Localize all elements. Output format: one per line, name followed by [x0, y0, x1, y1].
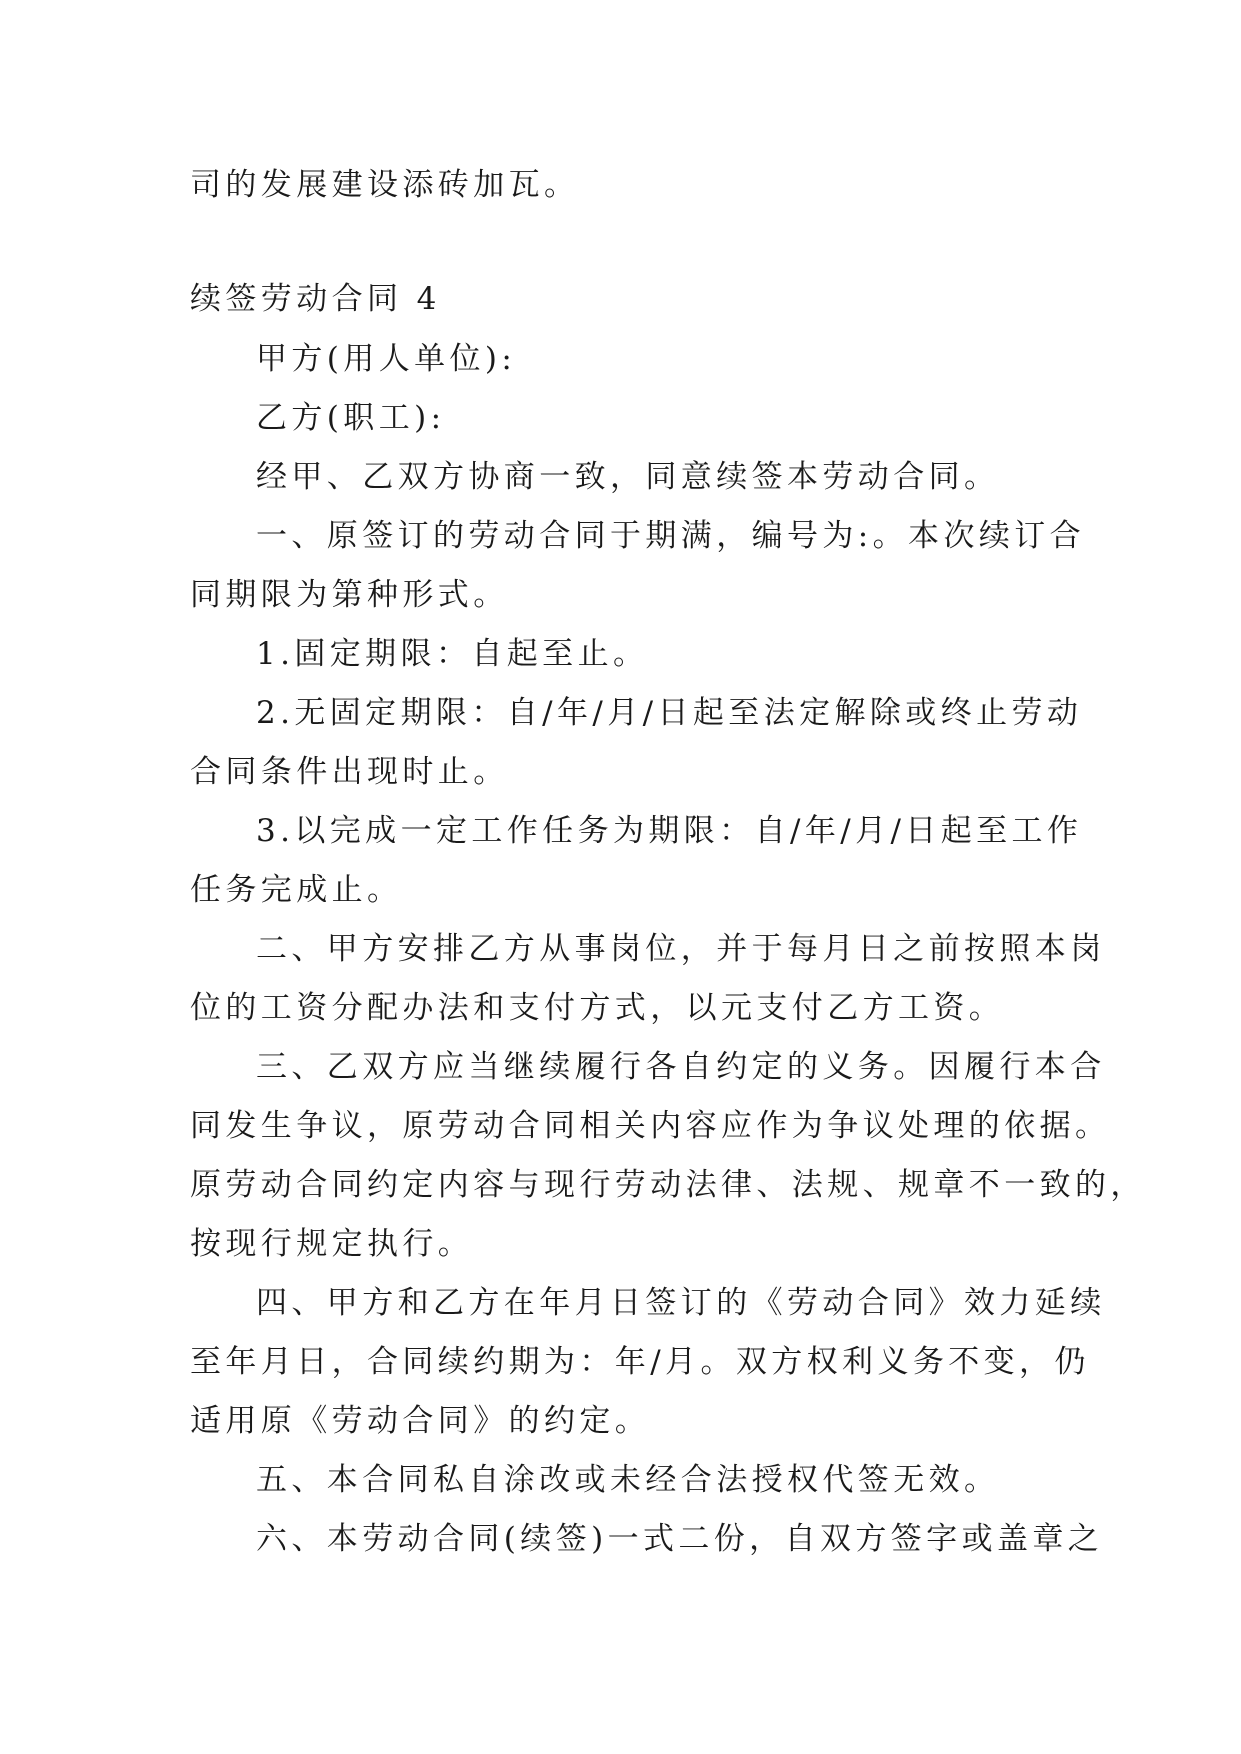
- clause-4-line-2: 至年月日，合同续约期为：年/月。双方权利义务不变，仍: [190, 1344, 1090, 1380]
- clause-2-line-2: 位的工资分配办法和支付方式，以元支付乙方工资。: [190, 990, 1005, 1026]
- clause-4-line-3: 适用原《劳动合同》的约定。: [190, 1403, 651, 1439]
- clause-1-line-2: 同期限为第种形式。: [190, 577, 509, 613]
- clause-3-line-2: 同发生争议，原劳动合同相关内容应作为争议处理的依据。: [190, 1108, 1111, 1144]
- clause-3-line-3: 原劳动合同约定内容与现行劳动法律、法规、规章不一致的，: [190, 1167, 1146, 1203]
- paragraph-continuation: 司的发展建设添砖加瓦。: [190, 167, 580, 203]
- clause-6-line-1: 六、本劳动合同(续签)一式二份，自双方签字或盖章之: [256, 1521, 1104, 1557]
- option-1-line: 1.固定期限：自起至止。: [256, 636, 649, 672]
- clause-3-line-4: 按现行规定执行。: [190, 1226, 474, 1262]
- option-2-line-2: 合同条件出现时止。: [190, 754, 509, 790]
- party-a-line: 甲方(用人单位):: [256, 341, 517, 377]
- clause-5-line-1: 五、本合同私自涂改或未经合法授权代签无效。: [256, 1462, 1000, 1498]
- clause-4-line-1: 四、甲方和乙方在年月日签订的《劳动合同》效力延续: [256, 1285, 1106, 1321]
- clause-2-line-1: 二、甲方安排乙方从事岗位，并于每月日之前按照本岗: [256, 931, 1106, 967]
- option-3-line-2: 任务完成止。: [190, 872, 403, 908]
- option-2-line-1: 2.无固定期限：自/年/月/日起至法定解除或终止劳动: [256, 695, 1083, 731]
- section-title: 续签劳动合同 4: [190, 281, 441, 317]
- clause-3-line-1: 三、乙双方应当继续履行各自约定的义务。因履行本合: [256, 1049, 1106, 1085]
- party-b-line: 乙方(职工):: [256, 400, 446, 436]
- intro-paragraph: 经甲、乙双方协商一致，同意续签本劳动合同。: [256, 459, 1000, 495]
- option-3-line-1: 3.以完成一定工作任务为期限：自/年/月/日起至工作: [256, 813, 1083, 849]
- clause-1-line-1: 一、原签订的劳动合同于期满，编号为:。本次续订合: [256, 518, 1086, 554]
